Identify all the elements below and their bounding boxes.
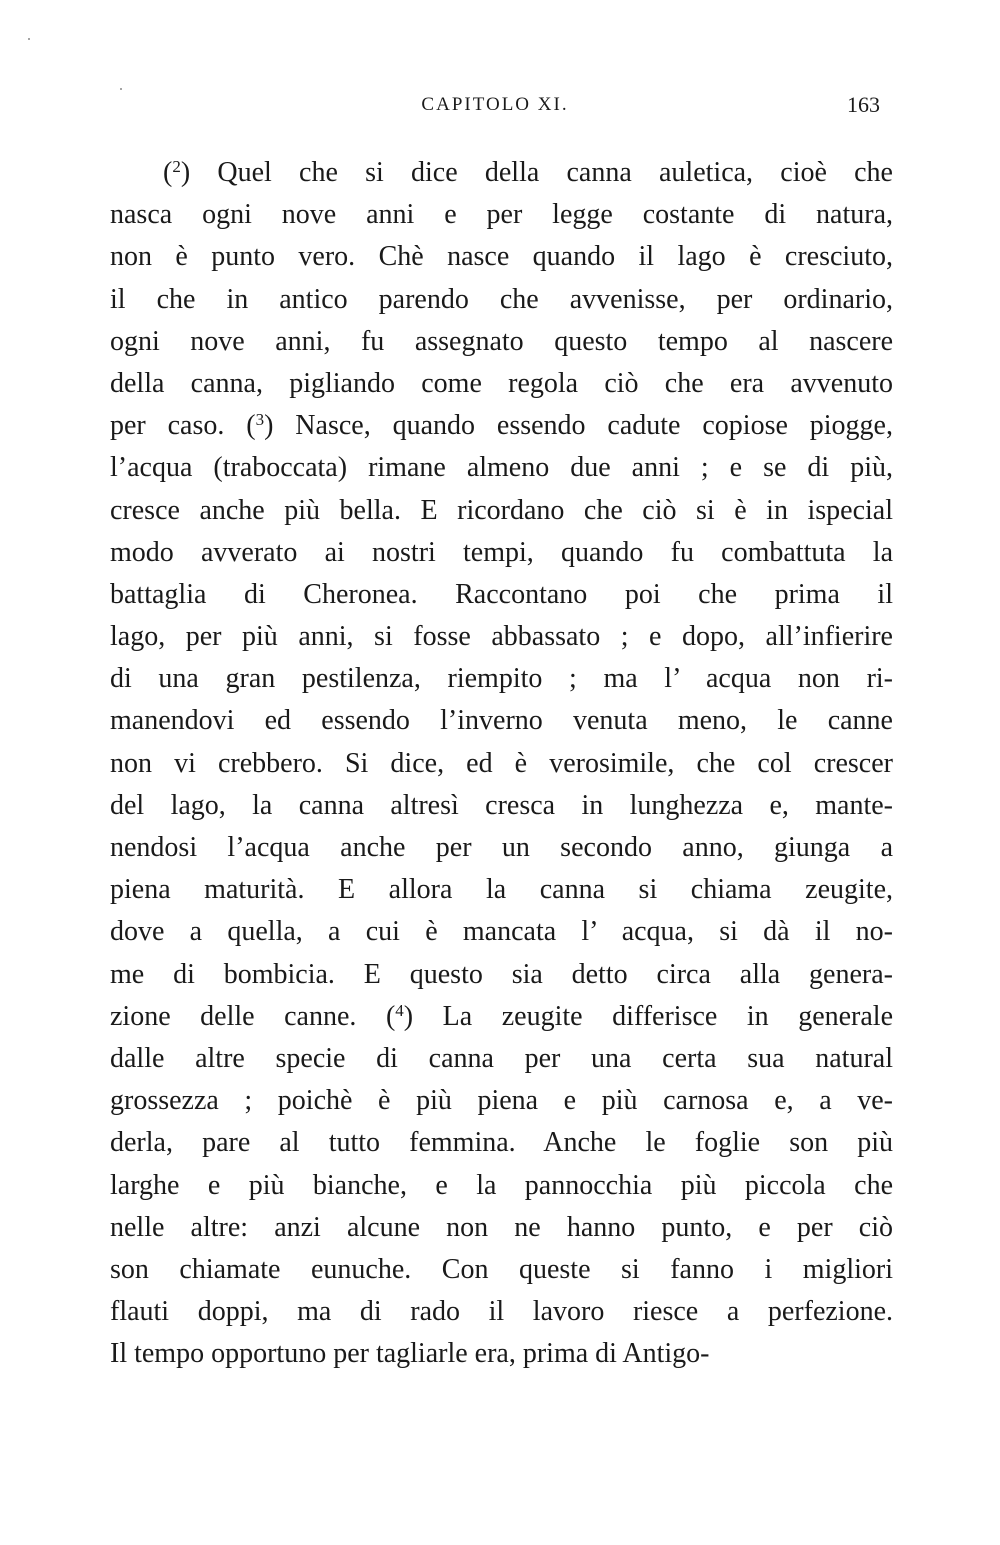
- footnote-marker: ($^2$): [163, 157, 191, 188]
- text-line: Il tempo opportuno per tagliarle era, prima di Antigo-: [110, 1338, 710, 1370]
- text-line: della canna, pigliando come regola ciò che era avvenuto: [110, 367, 893, 399]
- text-line: dove a quella, a cui è mancata l’ acqua, si dà il no-: [110, 916, 893, 948]
- text-line: nasca ogni nove anni e per legge costante di natura,: [110, 199, 893, 231]
- text-line: dalle altre specie di canna per una certa sua natural: [110, 1042, 893, 1074]
- text-line: non vi crebbero. Si dice, ed è verosimile, che col crescer: [110, 747, 893, 779]
- text-line: flauti doppi, ma di rado il lavoro riesce a perfezione.: [110, 1296, 893, 1328]
- text-line: piena maturità. E allora la canna si chiama zeugite,: [110, 874, 893, 906]
- text-line: ($^2$) Quel che si dice della canna auletica, cioè che: [163, 157, 893, 188]
- text-line: non è punto vero. Chè nasce quando il lago è cresciuto,: [110, 241, 893, 273]
- text-line: zione delle canne. ($^4$) La zeugite differisce in generale: [110, 1000, 894, 1032]
- text-line: l’acqua (traboccata) rimane almeno due anni ; e se di più,: [110, 452, 893, 484]
- text-line: lago, per più anni, si fosse abbassato ; e dopo, all’infierire: [110, 621, 893, 653]
- page-header: [110, 92, 880, 122]
- text-line: di una gran pestilenza, riempito ; ma l’ acqua non ri-: [110, 663, 893, 695]
- text-line: me di bombicia. E questo sia detto circa alla genera-: [110, 958, 893, 990]
- text-line: battaglia di Cheronea. Raccontano poi che prima il: [110, 578, 893, 610]
- text-line: derla, pare al tutto femmina. Anche le foglie son più: [110, 1127, 893, 1159]
- text-line: modo avverato ai nostri tempi, quando fu combattuta la: [110, 536, 893, 568]
- text-line: nelle altre: anzi alcune non ne hanno punto, e per ciò: [110, 1211, 893, 1243]
- text-line: il che in antico parendo che avvenisse, per ordinario,: [110, 283, 893, 315]
- footnote-marker: ($^3$): [246, 410, 274, 442]
- specks: [120, 88, 122, 90]
- specks: [28, 38, 30, 40]
- text-line: manendovi ed essendo l’inverno venuta meno, le canne: [110, 705, 893, 737]
- page-number: 163: [847, 92, 880, 117]
- text-line: larghe e più bianche, e la pannocchia più piccola che: [110, 1169, 893, 1201]
- text-line: cresce anche più bella. E ricordano che ciò si è in ispecial: [110, 494, 893, 526]
- footnote-marker: ($^4$): [385, 1000, 414, 1032]
- running-title: CAPITOLO XI.: [421, 94, 569, 115]
- body-text: [110, 152, 893, 1375]
- text-line: per caso. ($^3$) Nasce, quando essendo cadute copiose piogge,: [110, 410, 893, 442]
- text-line: son chiamate eunuche. Con queste si fanno i migliori: [110, 1253, 893, 1285]
- text-line: nendosi l’acqua anche per un secondo anno, giunga a: [110, 832, 893, 863]
- text-line: grossezza ; poichè è più piena e più carnosa e, a ve-: [110, 1085, 893, 1117]
- text-line: del lago, la canna altresì cresca in lunghezza e, mante-: [110, 789, 893, 821]
- text-line: ogni nove anni, fu assegnato questo tempo al nascere: [110, 325, 893, 357]
